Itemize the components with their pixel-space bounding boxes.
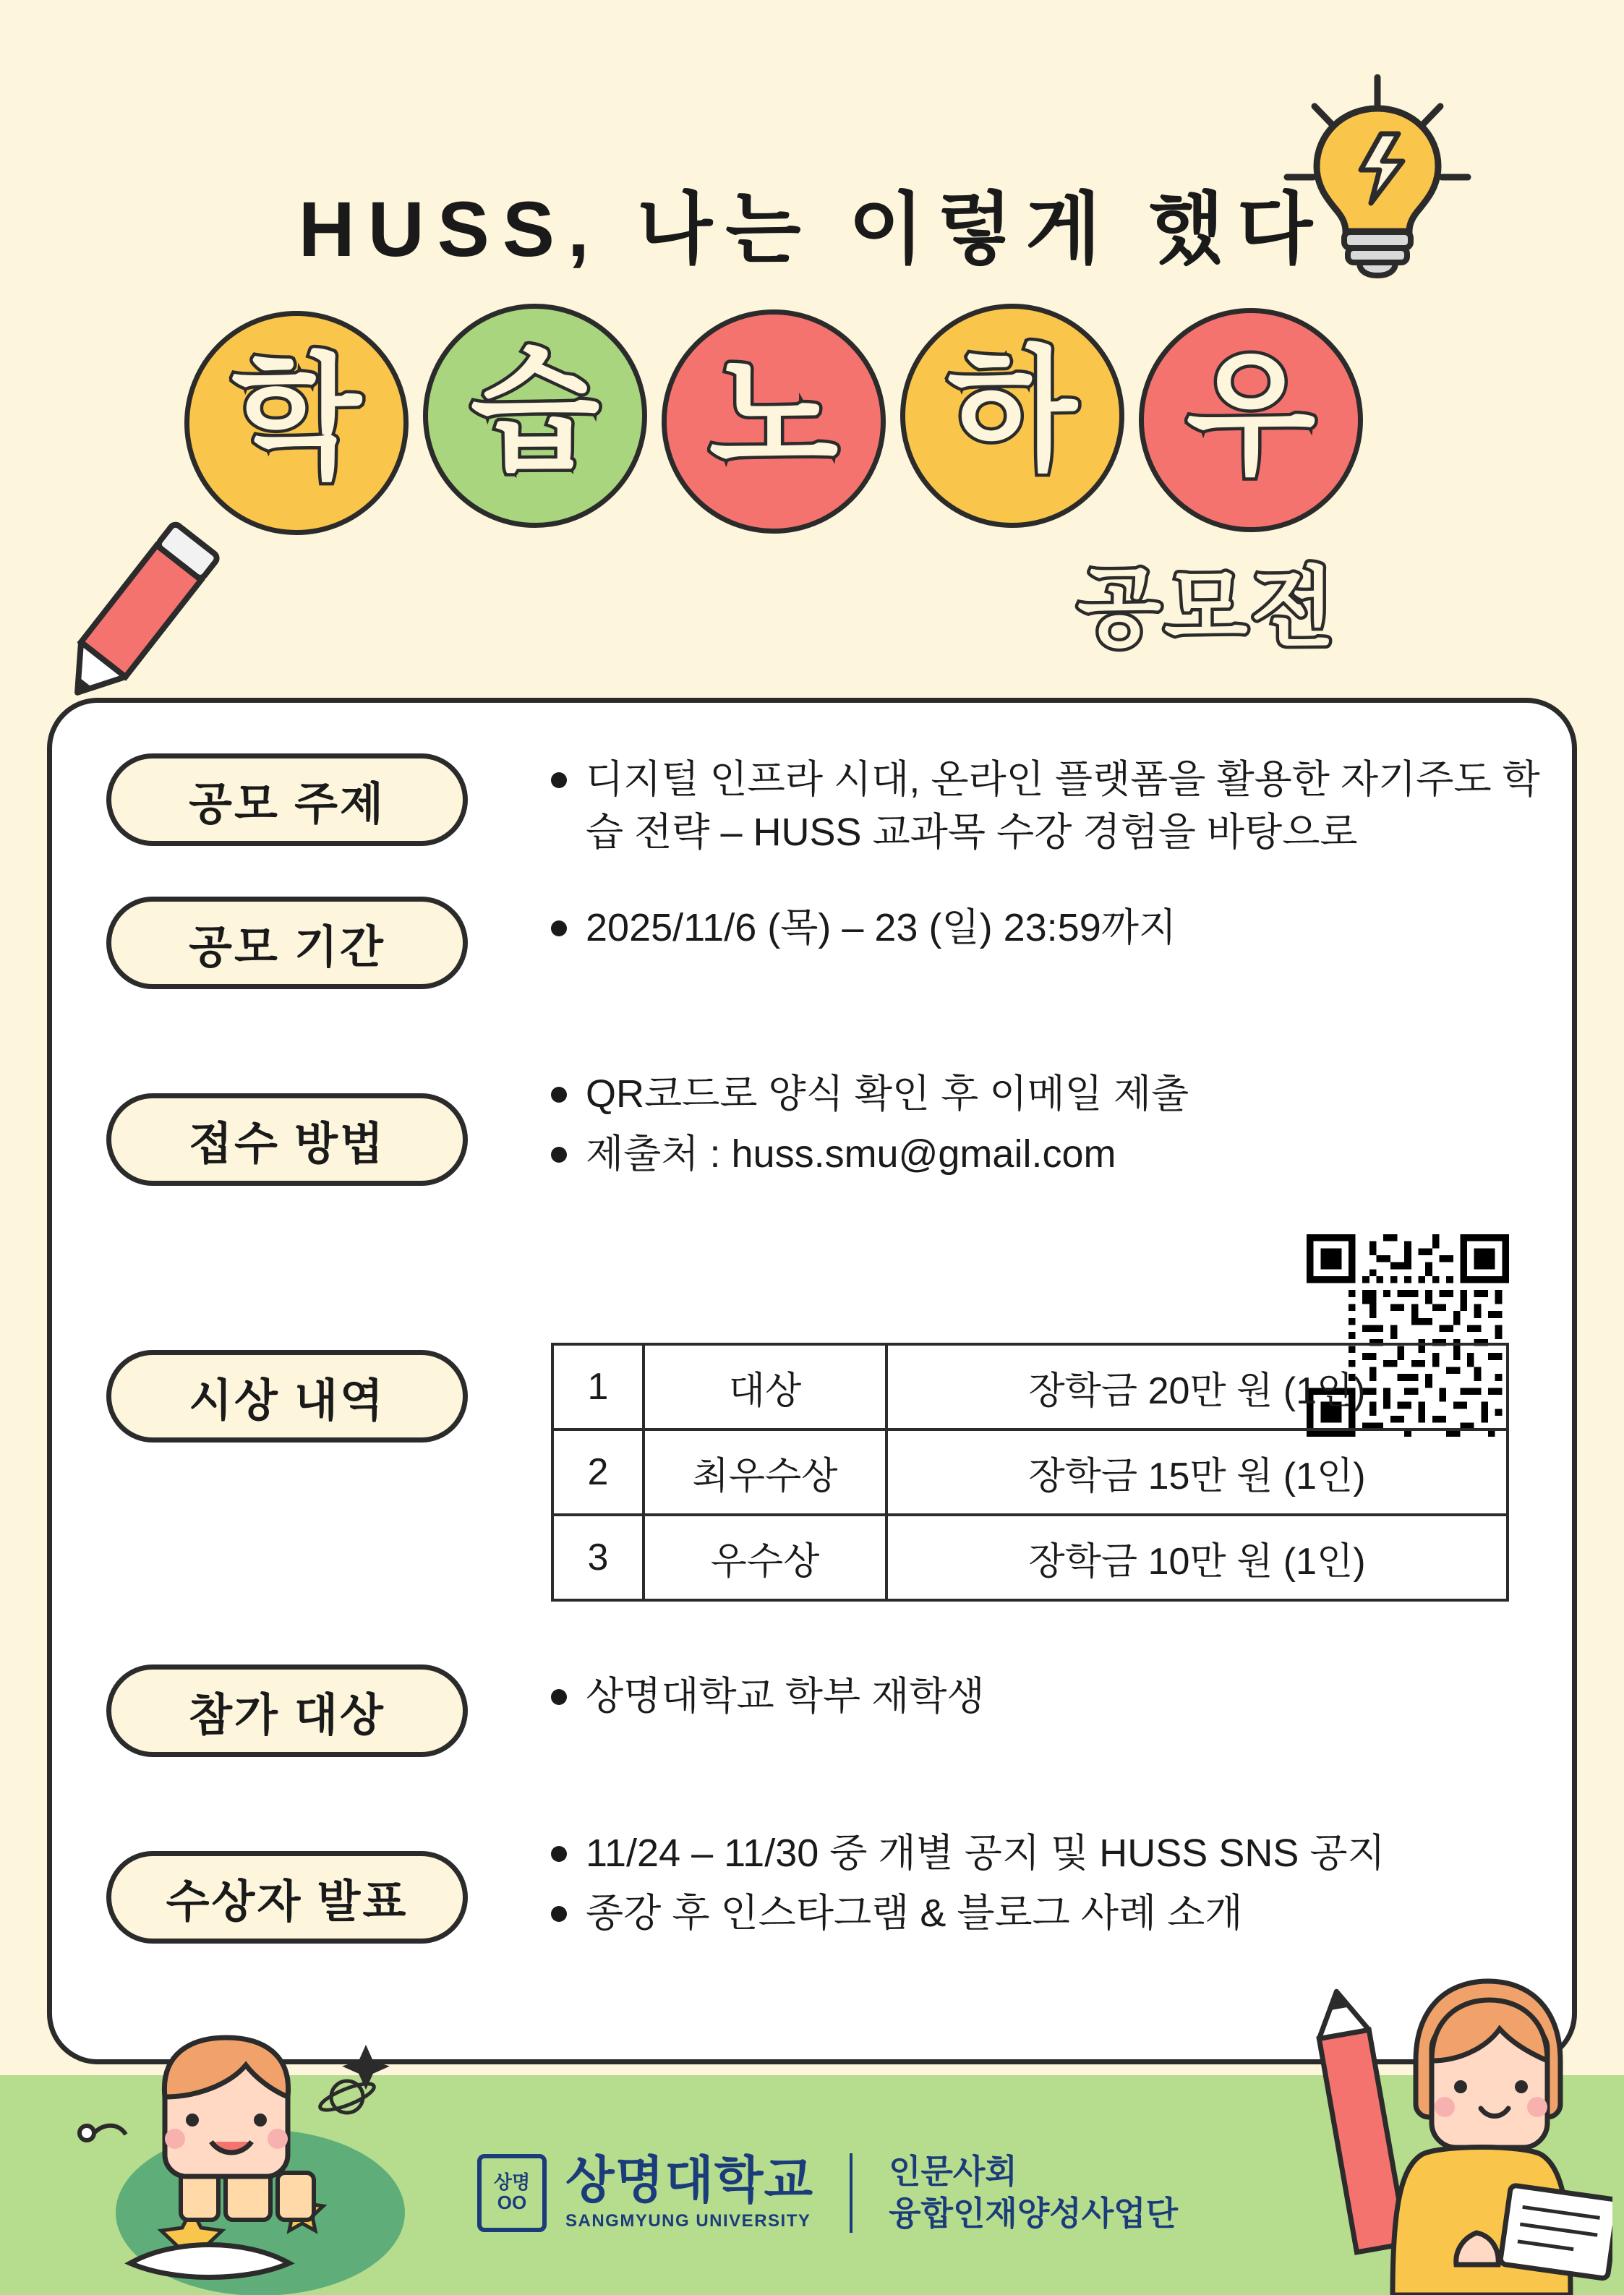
prize-name: 최우수상 <box>644 1429 886 1515</box>
section-body-period <box>551 902 1549 962</box>
title-char-5: 우 <box>1186 341 1316 490</box>
student-right-illustration <box>1222 1945 1612 2295</box>
section-label-eligibility: 참가 대상 <box>106 1664 468 1757</box>
poster-headline: HUSS, 나는 이렇게 했다 <box>298 185 1326 273</box>
section-label-announcement: 수상자 발표 <box>106 1851 468 1944</box>
title-circle-3 <box>662 309 886 534</box>
department-name <box>889 2151 1178 2234</box>
title-circle-2 <box>423 304 647 528</box>
list-item: 종강 후 인스타그램 & 블로그 사례 소개 <box>551 1887 1549 1940</box>
prize-name: 우수상 <box>644 1515 886 1600</box>
prize-rank: 2 <box>552 1429 644 1515</box>
logo-mark-top: 상명 <box>493 2171 531 2194</box>
title-char-2: 습 <box>470 336 600 486</box>
footer-logo <box>477 2151 1178 2234</box>
info-card <box>47 698 1577 2064</box>
list-item: 11/24 – 11/30 중 개별 공지 및 HUSS SNS 공지 <box>551 1827 1549 1880</box>
table-row <box>552 1515 1508 1600</box>
title-char-1: 학 <box>231 343 362 493</box>
bullet-dot-icon <box>551 920 567 936</box>
bullet-dot-icon <box>551 1906 567 1922</box>
department-line-1: 인문사회 <box>889 2153 1017 2190</box>
prize-amount: 장학금 20만 원 (1인) <box>886 1344 1508 1429</box>
section-body-announcement <box>551 1827 1549 1947</box>
title-circle-1 <box>184 311 409 535</box>
table-row <box>552 1344 1508 1429</box>
table-row <box>552 1429 1508 1515</box>
university-name-block <box>565 2151 814 2231</box>
prize-amount: 장학금 10만 원 (1인) <box>886 1515 1508 1600</box>
list-item: 2025/11/6 (목) – 23 (일) 23:59까지 <box>551 902 1549 954</box>
list-item: 상명대학교 학부 재학생 <box>551 1670 1549 1723</box>
prize-name: 대상 <box>644 1344 886 1429</box>
title-char-4: 하 <box>947 336 1077 486</box>
student-left-illustration <box>43 1952 419 2295</box>
pencil-icon <box>29 506 246 723</box>
section-body-eligibility <box>551 1670 1549 1730</box>
department-line-2: 융합인재양성사업단 <box>889 2194 1179 2232</box>
title-char-3: 노 <box>709 342 839 492</box>
section-label-topic: 공모 주제 <box>106 753 468 846</box>
poster-subtitle: 공모전 <box>1077 560 1338 657</box>
list-item: 디지털 인프라 시대, 온라인 플랫폼을 활용한 자기주도 학습 전략 – HUSS 교과목 수강 경험을 바탕으로 <box>551 753 1549 859</box>
university-name-en: SANGMYUNG UNIVERSITY <box>565 2210 811 2231</box>
logo-mark-bottom: OO <box>497 2191 527 2213</box>
title-circle-4 <box>900 304 1124 528</box>
bullet-dot-icon <box>551 1846 567 1862</box>
prize-rank: 3 <box>552 1515 644 1600</box>
prize-table <box>551 1343 1509 1602</box>
title-circle-5 <box>1139 308 1363 532</box>
logo-divider <box>850 2153 852 2233</box>
section-body-submission <box>551 1068 1549 1188</box>
sangmyung-logo-mark <box>477 2154 547 2232</box>
bullet-dot-icon <box>551 1087 567 1103</box>
university-name-kr: 상명대학교 <box>565 2151 814 2208</box>
prize-amount: 장학금 15만 원 (1인) <box>886 1429 1508 1515</box>
bullet-dot-icon <box>551 1689 567 1705</box>
section-label-period: 공모 기간 <box>106 897 468 989</box>
section-label-prizes: 시상 내역 <box>106 1350 468 1443</box>
title-circles <box>184 304 1457 542</box>
section-label-submission: 접수 방법 <box>106 1093 468 1186</box>
section-body-topic <box>551 753 1549 866</box>
prize-rank: 1 <box>552 1344 644 1429</box>
bullet-dot-icon <box>551 772 567 788</box>
list-item: QR코드로 양식 확인 후 이메일 제출 <box>551 1068 1549 1121</box>
list-item: 제출처 : huss.smu@gmail.com <box>551 1128 1549 1181</box>
bullet-dot-icon <box>551 1147 567 1163</box>
